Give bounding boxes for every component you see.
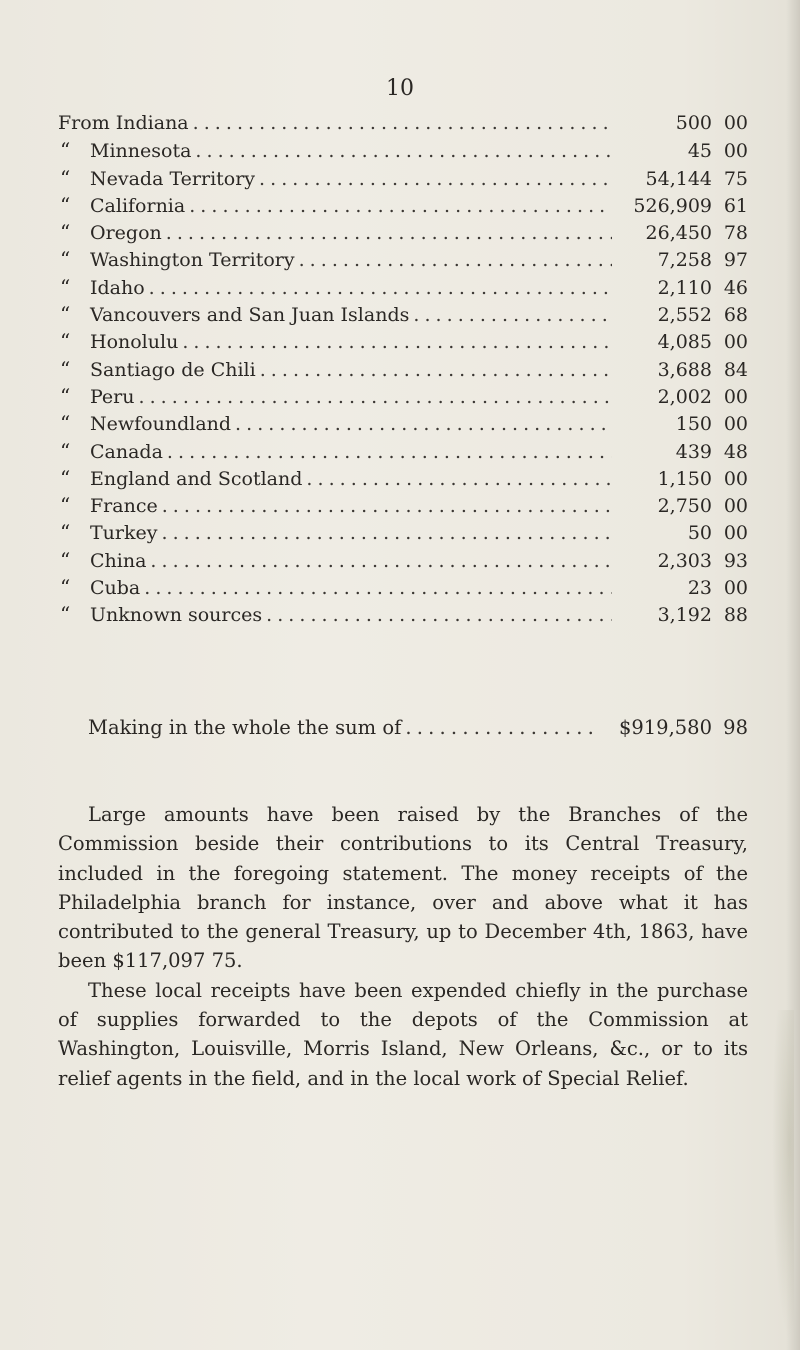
ledger-cents: 75 [723, 167, 748, 190]
ditto-mark: “ [60, 165, 71, 190]
body-text [58, 800, 748, 1093]
ledger-cents: 93 [723, 549, 748, 572]
ditto-mark: “ [60, 356, 71, 381]
ledger-dollars: 439 [675, 440, 712, 463]
ledger-label: Unknown sources [90, 604, 263, 627]
paper-stain [772, 1010, 794, 1340]
contributions-ledger [58, 110, 748, 629]
dot-leader [149, 275, 612, 302]
ditto-mark: “ [60, 602, 71, 627]
ledger-row [58, 547, 748, 574]
total-dollars: $919,580 [618, 716, 712, 739]
ledger-label: England and Scotland [90, 467, 303, 490]
ledger-cents: 00 [723, 385, 748, 408]
dot-leader [182, 329, 612, 356]
ledger-row [58, 246, 748, 273]
ledger-label: Cuba [90, 577, 141, 600]
ledger-row [58, 356, 748, 383]
ledger-label: Washington Territory [90, 249, 295, 272]
ledger-cents: 00 [723, 467, 748, 490]
dot-leader [144, 575, 612, 602]
ledger-label: Santiago de Chili [90, 358, 256, 381]
ledger-cents: 68 [723, 304, 748, 327]
ledger-dollars: 3,192 [657, 604, 712, 627]
ditto-mark: “ [60, 465, 71, 490]
ledger-row [58, 574, 748, 601]
ledger-row [58, 137, 748, 164]
ledger-cents: 00 [723, 112, 748, 134]
ledger-cents: 61 [723, 194, 748, 217]
ledger-label: Oregon [90, 222, 162, 245]
dot-leader [299, 247, 612, 274]
ditto-mark: “ [60, 493, 71, 518]
ledger-dollars: 3,688 [657, 358, 712, 381]
ledger-row [58, 219, 748, 246]
ledger-dollars: 2,750 [657, 495, 712, 518]
ledger-label: Vancouvers and San Juan Islands [90, 304, 410, 327]
ledger-label: Nevada Territory [90, 167, 256, 190]
ditto-mark: “ [60, 138, 71, 163]
ledger-cents: 00 [723, 522, 748, 545]
ledger-cents: 00 [723, 577, 748, 600]
dot-leader [139, 384, 613, 411]
ledger-dollars: 2,110 [657, 276, 712, 299]
ledger-label: France [90, 495, 158, 518]
ledger-label: California [90, 194, 186, 217]
ledger-label: Turkey [90, 522, 158, 545]
paragraph: These local receipts have been expended chiefly in the purchase of supplies forwarded to the depots of the Commission at Washington, Louisville, Morris Island, New Orleans, &c., or to its relief agents in the field, and in the local work of Special Relief. [58, 978, 748, 1090]
ditto-mark: “ [60, 192, 71, 217]
total-row [88, 716, 748, 739]
ledger-row [58, 601, 748, 628]
dot-leader [266, 602, 612, 629]
ditto-mark: “ [60, 411, 71, 436]
ledger-dollars: 45 [687, 140, 712, 163]
ledger-label: Peru [90, 385, 135, 408]
ditto-mark: “ [60, 247, 71, 272]
ledger-label: Newfoundland [90, 413, 232, 436]
paragraph: Large amounts have been raised by the Branches of the Commission beside their contributions to its Central Treasury, included in the foregoing statement. The money receipts of the Philadelphia branch for instance, over and above what it has contributed to the general Treasury, up to December 4th, 1863, have been $117,097 75. [58, 803, 748, 973]
ditto-mark: “ [60, 520, 71, 545]
page-number: 10 [386, 76, 414, 101]
dot-leader [161, 520, 612, 547]
dot-leader [235, 411, 612, 438]
ledger-row [58, 301, 748, 328]
ledger-label: Minnesota [90, 140, 192, 163]
dot-leader [162, 493, 612, 520]
dot-leader [193, 110, 612, 137]
dot-leader [195, 138, 612, 165]
ledger-cents: 84 [723, 358, 748, 381]
ledger-row [58, 465, 748, 492]
dot-leader [259, 166, 612, 193]
ledger-row [58, 192, 748, 219]
ledger-row [58, 410, 748, 437]
ledger-row [58, 519, 748, 546]
ledger-label: Canada [90, 440, 163, 463]
ditto-mark: “ [60, 438, 71, 463]
ledger-cents: 00 [723, 495, 748, 518]
dot-leader [150, 548, 612, 575]
ledger-row [58, 328, 748, 355]
ditto-mark: “ [60, 329, 71, 354]
dot-leader [166, 220, 612, 247]
ledger-label: Idaho [90, 276, 145, 299]
dot-leader [306, 466, 612, 493]
ledger-cents: 46 [723, 276, 748, 299]
ledger-label: China [90, 549, 147, 572]
ditto-mark: “ [60, 302, 71, 327]
ledger-dollars: 500 [675, 112, 712, 134]
dot-leader [260, 357, 612, 384]
ledger-cents: 88 [723, 604, 748, 627]
ledger-dollars: 2,002 [657, 385, 712, 408]
ledger-row [58, 383, 748, 410]
ledger-dollars: 23 [687, 577, 712, 600]
ledger-dollars: 526,909 [633, 194, 712, 217]
dot-leader [413, 302, 612, 329]
ditto-mark: “ [60, 220, 71, 245]
ditto-mark: “ [60, 547, 71, 572]
ledger-dollars: 50 [687, 522, 712, 545]
ledger-dollars: 150 [675, 413, 712, 436]
ledger-dollars: 4,085 [657, 331, 712, 354]
ledger-cents: 78 [723, 222, 748, 245]
ledger-label: Honolulu [90, 331, 179, 354]
ditto-mark: “ [60, 383, 71, 408]
ledger-dollars: 2,303 [657, 549, 712, 572]
dot-leader [189, 193, 612, 220]
ledger-label: From Indiana [58, 112, 189, 134]
ledger-dollars: 26,450 [645, 222, 712, 245]
ditto-mark: “ [60, 575, 71, 600]
ditto-mark: “ [60, 274, 71, 299]
total-cents: 98 [723, 716, 748, 739]
total-label: Making in the whole the sum of [88, 716, 402, 739]
ledger-cents: 48 [723, 440, 748, 463]
dot-leader [167, 439, 612, 466]
dot-leader [405, 716, 598, 739]
ledger-dollars: 1,150 [657, 467, 712, 490]
ledger-row [58, 438, 748, 465]
ledger-row [58, 165, 748, 192]
ledger-row [58, 110, 748, 137]
ledger-cents: 00 [723, 140, 748, 163]
ledger-cents: 97 [723, 249, 748, 272]
ledger-dollars: 7,258 [657, 249, 712, 272]
ledger-dollars: 54,144 [645, 167, 712, 190]
ledger-row [58, 274, 748, 301]
ledger-row [58, 492, 748, 519]
ledger-cents: 00 [723, 413, 748, 436]
ledger-dollars: 2,552 [657, 304, 712, 327]
ledger-cents: 00 [723, 331, 748, 354]
